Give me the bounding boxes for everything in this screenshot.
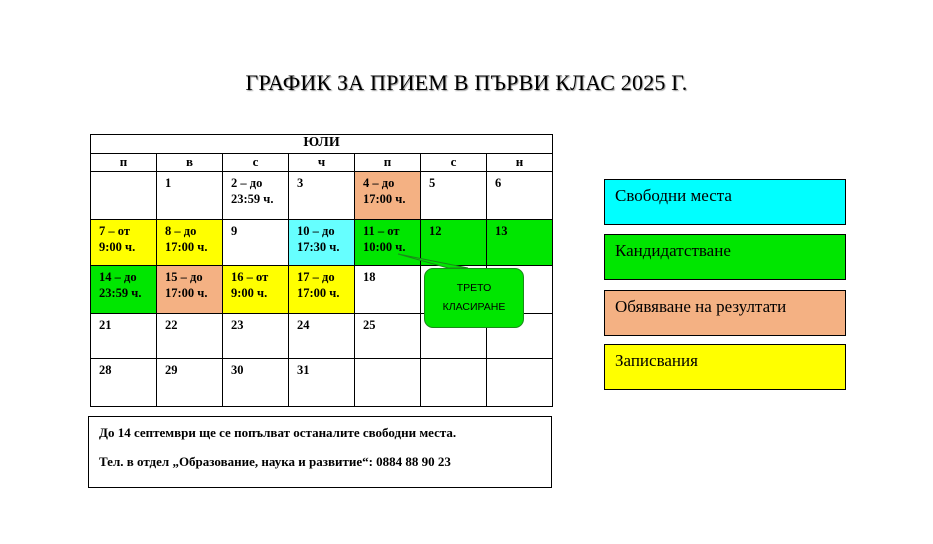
calendar-day-cell: 6 — [487, 172, 553, 220]
legend-enrollment: Записвания — [604, 344, 846, 390]
calendar-day-cell: 28 — [91, 359, 157, 407]
legend-free-places: Свободни места — [604, 179, 846, 225]
calendar-day-cell: 29 — [157, 359, 223, 407]
weekday-header: п — [91, 154, 157, 172]
calendar-day-cell — [91, 172, 157, 220]
calendar-day-cell: 17 – до 17:00 ч. — [289, 266, 355, 314]
legend-application: Кандидатстване — [604, 234, 846, 280]
weekday-header: н — [487, 154, 553, 172]
callout-line-1: ТРЕТО — [456, 282, 492, 294]
weekday-header: ч — [289, 154, 355, 172]
third-ranking-callout — [424, 268, 524, 328]
note-phone: Тел. в отдел „Образование, наука и развитие“: 0884 88 90 23 — [99, 454, 451, 469]
calendar-day-cell: 14 – до 23:59 ч. — [91, 266, 157, 314]
calendar-day-cell: 8 – до 17:00 ч. — [157, 220, 223, 266]
note-deadline: До 14 септември ще се попълват останалите свободни места. — [99, 425, 457, 440]
calendar-day-cell: 11 – от 10:00 ч. — [355, 220, 421, 266]
info-note — [88, 416, 552, 488]
calendar-day-cell: 3 — [289, 172, 355, 220]
weekday-header: п — [355, 154, 421, 172]
weekday-header: в — [157, 154, 223, 172]
calendar-day-cell — [487, 359, 553, 407]
weekday-header: с — [223, 154, 289, 172]
calendar-day-cell: 15 – до 17:00 ч. — [157, 266, 223, 314]
callout-line-2: КЛАСИРАНЕ — [442, 301, 506, 313]
calendar-day-cell: 24 — [289, 314, 355, 359]
calendar-week-row — [91, 359, 553, 407]
calendar-day-cell: 31 — [289, 359, 355, 407]
calendar-day-cell: 30 — [223, 359, 289, 407]
calendar-day-cell: 2 – до 23:59 ч. — [223, 172, 289, 220]
calendar-day-cell: 21 — [91, 314, 157, 359]
calendar-day-cell: 18 — [355, 266, 421, 314]
calendar-day-cell: 12 — [421, 220, 487, 266]
calendar-day-cell: 5 — [421, 172, 487, 220]
month-header: ЮЛИ — [91, 135, 553, 154]
calendar-day-cell — [355, 359, 421, 407]
calendar-day-cell: 10 – до 17:30 ч. — [289, 220, 355, 266]
legend-results: Обявяване на резултати — [604, 290, 846, 336]
calendar-day-cell: 22 — [157, 314, 223, 359]
calendar-week-row — [91, 220, 553, 266]
calendar-day-cell: 23 — [223, 314, 289, 359]
calendar-week-row — [91, 172, 553, 220]
calendar-day-cell: 16 – от 9:00 ч. — [223, 266, 289, 314]
calendar-day-cell: 7 – от 9:00 ч. — [91, 220, 157, 266]
calendar-day-cell: 4 – до 17:00 ч. — [355, 172, 421, 220]
weekday-header: с — [421, 154, 487, 172]
calendar-day-cell — [421, 359, 487, 407]
calendar-day-cell: 9 — [223, 220, 289, 266]
page-title: ГРАФИК ЗА ПРИЕМ В ПЪРВИ КЛАС 2025 Г. — [245, 70, 688, 95]
calendar-day-cell: 13 — [487, 220, 553, 266]
calendar-day-cell: 25 — [355, 314, 421, 359]
calendar-day-cell: 1 — [157, 172, 223, 220]
